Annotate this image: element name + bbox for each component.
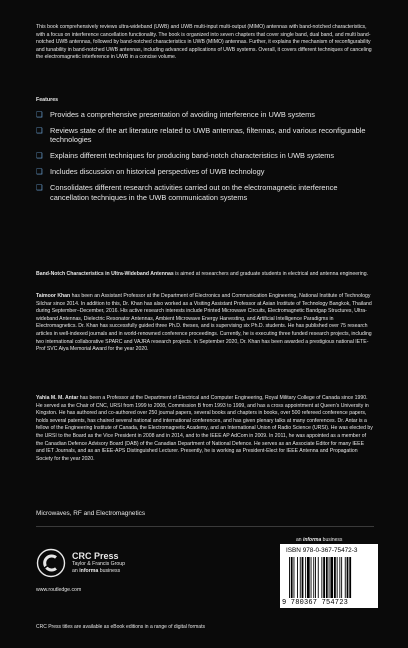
barcode-icon <box>280 544 378 600</box>
audience-text: is aimed at researchers and graduate students in electrical and antenna engineering. <box>173 271 369 277</box>
publisher-group: Taylor & Francis Group <box>72 561 126 567</box>
square-bullet-icon: ❑ <box>36 110 43 119</box>
feature-text: Consolidates different research activities carried out on the electromagnetic interference cancellation techniques in the UWB communication systems <box>50 183 338 202</box>
intro-paragraph: This book comprehensively reviews ultra-wideband (UWB) and UWB multi-input multi-output (MIMO) antennas with band-notched characteristics, with a focus on interference cancellation functionality. The book is organized into seven chapters that cover single band, dual band, and multi band-notched UWB antennas, followed by band-notched characteristics in UWB (MIMO) antennas. Further, it explains the mechanism of reconfigurability and tunability in band-notched UWB antennas, including advanced applications of UWB systems. Overall, it covers different techniques of canceling the electromagnetic interference in UWB in a concise volume. <box>36 24 372 61</box>
publisher-business-line: an informa business <box>72 568 121 574</box>
feature-item <box>36 151 374 160</box>
square-bullet-icon: ❑ <box>36 151 43 161</box>
publisher-url[interactable]: www.routledge.com <box>36 587 82 593</box>
barcode-digits: 9 780367 754723 <box>282 599 349 607</box>
ebook-footnote: CRC Press titles are available as eBook editions in a range of digital formats <box>36 624 205 630</box>
feature-text: Includes discussion on historical perspectives of UWB technology <box>50 167 265 177</box>
audience-paragraph <box>36 271 374 279</box>
divider <box>36 526 374 527</box>
author-bio-khan <box>36 293 374 354</box>
feature-item <box>36 110 374 119</box>
author-bio-text: has been an Assistant Professor at the Department of Electronics and Communication Engineering, National Institute of Technology Silchar since 2014. In addition to this, Dr. Khan has also worked as a Visiting Assistant Professor at Asian Institute of Technology Bangkok, Thailand during September–December, 2016. His active research interests include Printed Microwave Circuits, Electromagnetic Bandgap Structures, Ultra-wideband Antennas, Dielectric Resonator Antennas, Ambient Microwave Energy Harvesting, and Artificial Intelligence Paradigms in Electromagnetics. Dr. Khan has successfully guided three Ph.D. theses, and is supervising six Ph.D. students. He has published over 75 research articles in well-indexed journals and in world-renowned conference proceedings. Currently, he is executing three funded research projects, including two international collaborative SPARC and VAJRA research projects. In September 2020, Dr. Khan has been awarded a prestigious national IETE-Prof SVC Aiya Memorial Award for the year 2020. <box>36 293 372 353</box>
crc-press-logo <box>36 548 66 578</box>
feature-item <box>36 183 374 202</box>
feature-text: Provides a comprehensive presentation of avoiding interference in UWB systems <box>50 110 315 119</box>
square-bullet-icon: ❑ <box>36 126 43 135</box>
feature-item <box>36 167 374 176</box>
publisher-name: CRC Press <box>72 551 119 561</box>
feature-text: Reviews state of the art literature related to UWB antennas, filtennas, and various reconfigurable technologies <box>50 126 366 145</box>
publisher-block <box>72 551 125 575</box>
features-list <box>36 110 374 209</box>
square-bullet-icon: ❑ <box>36 167 43 177</box>
features-heading: Features <box>36 97 59 103</box>
book-title-bold: Band-Notch Characteristics in Ultra-Wideband Antennas <box>36 271 174 277</box>
square-bullet-icon: ❑ <box>36 183 43 193</box>
author-bio-text: has been a Professor at the Department of Electrical and Computer Engineering, Royal Military College of Canada since 1990. He served as the Chair of CNC, URSI from 1999 to 2008, Commission B from 1993 to 1999, and has a cross appointment at Queen's University in Kingston. He has authored and co-authored over 250 journal papers, several books and chapters in books, over 500 refereed conference papers, holds several patents, has chaired several national and international conferences, and has given plenary talks at many conferences. Dr. Antar is a fellow of the Engineering Institute of Canada, the Electromagnetic Academy, and an International Union of Radio Science (URSI). He was elected by the URSI to the Board as the Vice President in 2008 and in 2014, and to the IEEE AP AdCom in 2009. In 2011, he was appointed as a member of the Canadian Defence Advisory Board (DAB) of the Canadian Department of National Defence. He serves as an Associate Editor for many IEEE and IET Journals, and as an IEEE-APS Distinguished Lecturer. Presently, he is working as President-Elect for IEEE Antenna and Propagation Society for the year 2020. <box>36 395 373 462</box>
subject-category: Microwaves, RF and Electromagnetics <box>36 510 146 517</box>
feature-text: Explains different techniques for producing band-notch characteristics in UWB systems <box>50 151 335 161</box>
isbn-label: ISBN 978-0-367-75472-3 <box>286 547 358 554</box>
informa-tag: an informa business <box>296 537 343 543</box>
feature-item <box>36 126 374 145</box>
author-name: Taimoor Khan <box>36 293 71 299</box>
author-bio-antar <box>36 395 374 463</box>
barcode-panel <box>280 544 378 608</box>
author-name: Yahia M. M. Antar <box>36 395 79 401</box>
